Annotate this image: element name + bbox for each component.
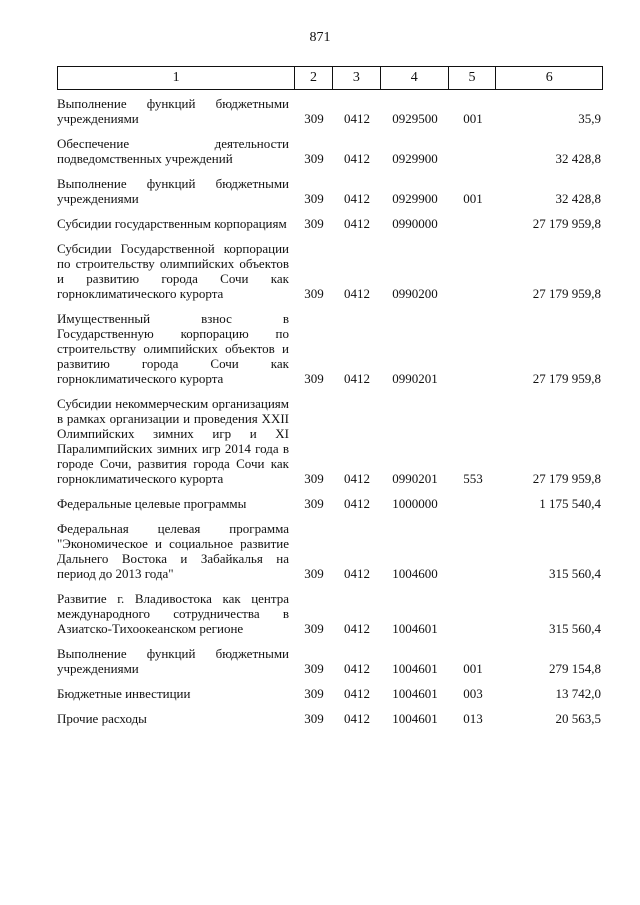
row-section: 309 (304, 471, 324, 486)
row-name: Выполнение функций бюджетными учреждениями (57, 96, 289, 126)
row-subsection: 0412 (344, 621, 370, 636)
row-subsection: 0412 (344, 191, 370, 206)
table-row (57, 711, 603, 726)
row-amount: 279 154,8 (549, 661, 601, 676)
row-target-article: 1004600 (392, 566, 438, 581)
header-col-4: 4 (381, 67, 449, 89)
row-section: 309 (304, 686, 324, 701)
row-section: 309 (304, 371, 324, 386)
row-expense-type: 001 (463, 191, 483, 206)
table-row (57, 176, 603, 206)
table-row (57, 241, 603, 301)
header-col-6: 6 (545, 70, 553, 85)
row-target-article: 0990201 (392, 371, 438, 386)
row-section: 309 (304, 496, 324, 511)
row-target-article: 0990200 (392, 286, 438, 301)
row-name: Федеральные целевые программы (57, 496, 247, 511)
row-subsection: 0412 (344, 566, 370, 581)
table-row (57, 311, 603, 386)
row-section: 309 (304, 151, 324, 166)
table-row (57, 686, 603, 701)
row-expense-type: 001 (463, 661, 483, 676)
row-target-article: 1004601 (392, 686, 438, 701)
table-row (57, 591, 603, 636)
row-amount: 315 560,4 (549, 566, 601, 581)
row-target-article: 0929900 (392, 151, 438, 166)
row-name: Обеспечение деятельности подведомственных учреждений (57, 136, 289, 166)
table-row (57, 96, 603, 126)
row-subsection: 0412 (344, 711, 370, 726)
table-row (57, 646, 603, 676)
row-amount: 20 563,5 (555, 711, 601, 726)
row-section: 309 (304, 621, 324, 636)
row-section: 309 (304, 191, 324, 206)
row-target-article: 0929500 (392, 111, 438, 126)
header-col-2: 2 (295, 67, 333, 89)
row-section: 309 (304, 286, 324, 301)
row-name: Прочие расходы (57, 711, 147, 726)
row-subsection: 0412 (344, 151, 370, 166)
row-section: 309 (304, 216, 324, 231)
table-row (57, 396, 603, 486)
table-body (57, 96, 603, 736)
row-expense-type: 553 (463, 471, 483, 486)
row-name: Субсидии Государственной корпорации по строительству олимпийских объектов и развитию города Сочи как горноклиматического курорта (57, 241, 289, 301)
row-amount: 27 179 959,8 (532, 216, 601, 231)
row-section: 309 (304, 566, 324, 581)
row-name: Развитие г. Владивостока как центра международного сотрудничества в Азиатско-Тихоокеанском регионе (57, 591, 289, 636)
header-col-3: 3 (333, 67, 381, 89)
table-row (57, 136, 603, 166)
header-col-1: 1 (58, 67, 295, 89)
row-section: 309 (304, 661, 324, 676)
table-header (57, 66, 603, 90)
row-amount: 1 175 540,4 (539, 496, 601, 511)
row-expense-type: 013 (463, 711, 483, 726)
row-name: Выполнение функций бюджетными учреждениями (57, 646, 289, 676)
row-target-article: 0929900 (392, 191, 438, 206)
row-name: Имущественный взнос в Государственную корпорацию по строительству олимпийских объектов и развитию города Сочи как горноклиматического курорта (57, 311, 289, 386)
row-target-article: 1004601 (392, 661, 438, 676)
row-name: Федеральная целевая программа "Экономическое и социальное развитие Дальнего Востока и Забайкалья на период до 2013 года" (57, 521, 289, 581)
row-amount: 13 742,0 (555, 686, 601, 701)
row-expense-type: 003 (463, 686, 483, 701)
row-subsection: 0412 (344, 111, 370, 126)
row-amount: 32 428,8 (555, 191, 601, 206)
table-row (57, 216, 603, 231)
row-target-article: 0990000 (392, 216, 438, 231)
table-row (57, 521, 603, 581)
row-subsection: 0412 (344, 216, 370, 231)
row-subsection: 0412 (344, 496, 370, 511)
page-number: 871 (309, 30, 331, 45)
row-name: Субсидии государственным корпорациям (57, 216, 287, 231)
row-name: Выполнение функций бюджетными учреждениями (57, 176, 289, 206)
row-subsection: 0412 (344, 371, 370, 386)
row-amount: 27 179 959,8 (532, 471, 601, 486)
row-subsection: 0412 (344, 661, 370, 676)
row-subsection: 0412 (344, 471, 370, 486)
row-amount: 32 428,8 (555, 151, 601, 166)
row-amount: 315 560,4 (549, 621, 601, 636)
row-section: 309 (304, 111, 324, 126)
row-amount: 35,9 (578, 111, 601, 126)
row-section: 309 (304, 711, 324, 726)
row-target-article: 1004601 (392, 621, 438, 636)
row-subsection: 0412 (344, 286, 370, 301)
table-row (57, 496, 603, 511)
row-expense-type: 001 (463, 111, 483, 126)
row-target-article: 1004601 (392, 711, 438, 726)
row-amount: 27 179 959,8 (532, 371, 601, 386)
row-name: Субсидии некоммерческим организациям в рамках организации и проведения XXII Олимпийских зимних игр и XI Паралимпийских зимних игр 2014 года в городе Сочи, развития города Сочи как горноклиматического курорта (57, 396, 289, 486)
row-target-article: 0990201 (392, 471, 438, 486)
header-col-5: 5 (449, 67, 497, 89)
row-name: Бюджетные инвестиции (57, 686, 191, 701)
row-target-article: 1000000 (392, 496, 438, 511)
row-amount: 27 179 959,8 (532, 286, 601, 301)
row-subsection: 0412 (344, 686, 370, 701)
